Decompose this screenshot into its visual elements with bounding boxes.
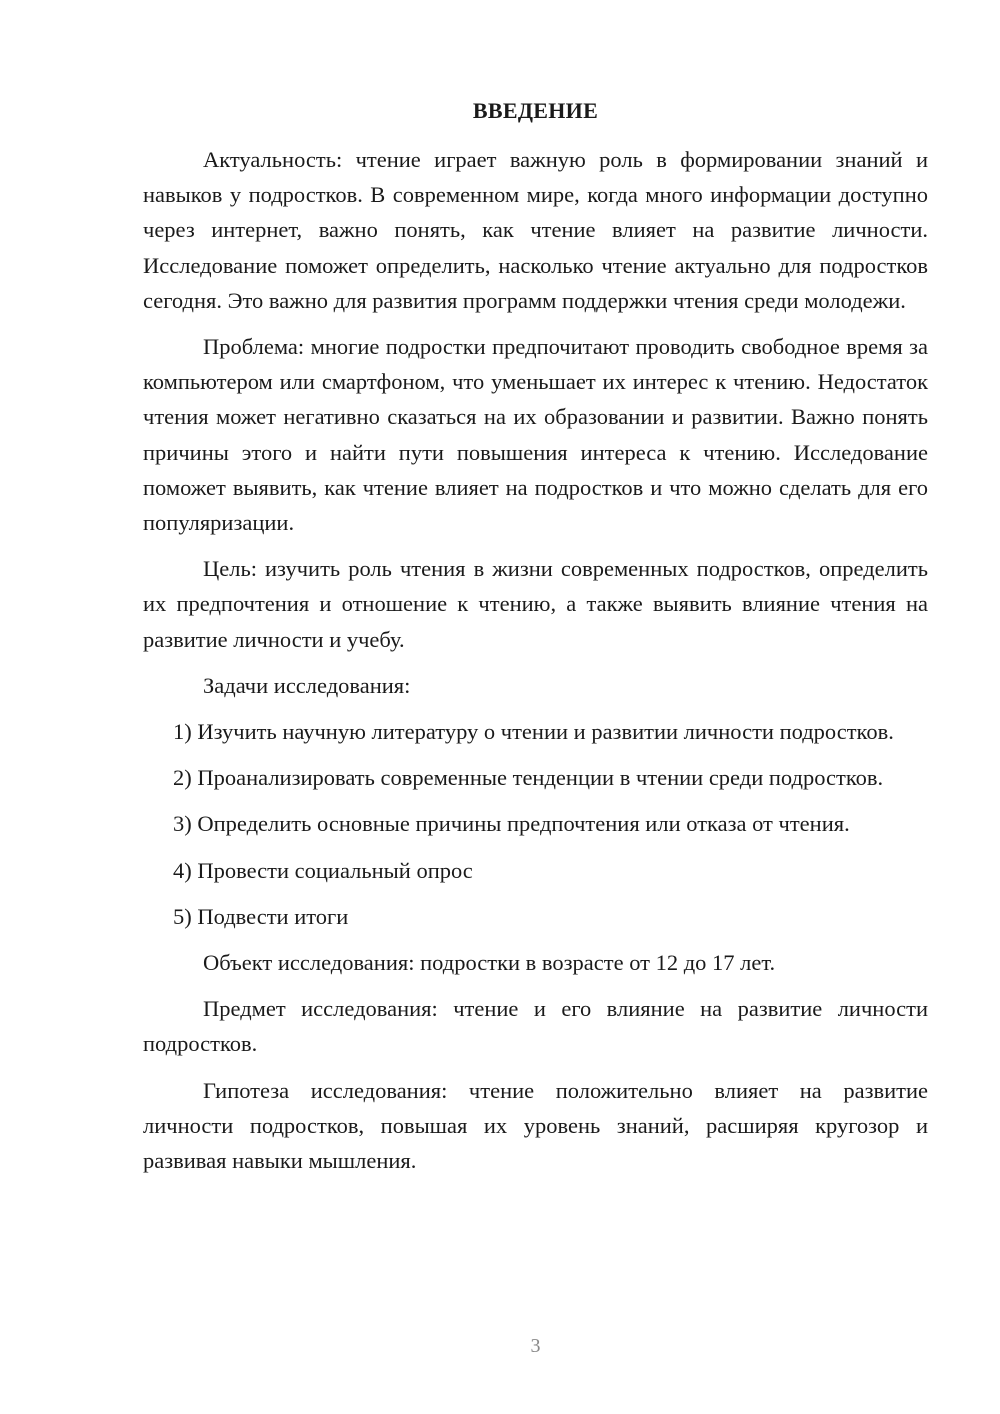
section-title: ВВЕДЕНИЕ (472, 98, 599, 123)
task-item-2: 2) Проанализировать современные тенденции в чтении среди подростков. (173, 765, 884, 791)
task-item-1: 1) Изучить научную литературу о чтении и развитии личности подростков. (173, 719, 894, 745)
paragraph-hypothesis: Гипотеза исследования: чтение положительно влияет на развитие личности подростков, повышая их уровень знаний, расширяя кругозор и развивая навыки мышления. (143, 1077, 928, 1174)
task-item-3: 3) Определить основные причины предпочтения или отказа от чтения. (173, 811, 850, 837)
paragraph-object: Объект исследования: подростки в возрасте от 12 до 17 лет. (203, 950, 776, 976)
paragraph-subject: Предмет исследования: чтение и его влияние на развитие личности подростков. (143, 996, 928, 1057)
paragraph-problem: Проблема: многие подростки предпочитают проводить свободное время за компьютером или смартфоном, что уменьшает их интерес к чтению. Недостаток чтения может негативно сказаться на их образовании и развитии. Важно понять причины этого и найти пути повышения интереса к чтению. Исследование поможет выявить, как чтение влияет на подростков и что можно сделать для его популяризации. (143, 334, 928, 536)
paragraph-relevance: Актуальность: чтение играет важную роль в формировании знаний и навыков у подростков. В современном мире, когда много информации доступно через интернет, важно понять, как чтение влияет на развитие личности. Исследование поможет определить, насколько чтение актуально для подростков сегодня. Это важно для развития программ поддержки чтения среди молодежи. (143, 147, 928, 313)
body-text (143, 142, 928, 1189)
document-page (143, 0, 928, 1414)
page-number: 3 (530, 1335, 541, 1357)
tasks-heading: Задачи исследования: (203, 672, 411, 698)
paragraph-goal: Цель: изучить роль чтения в жизни современных подростков, определить их предпочтения и отношение к чтению, а также выявить влияние чтения на развитие личности и учебу. (143, 556, 928, 652)
task-item-5: 5) Подвести итоги (173, 903, 349, 929)
task-item-4: 4) Провести социальный опрос (173, 857, 473, 883)
